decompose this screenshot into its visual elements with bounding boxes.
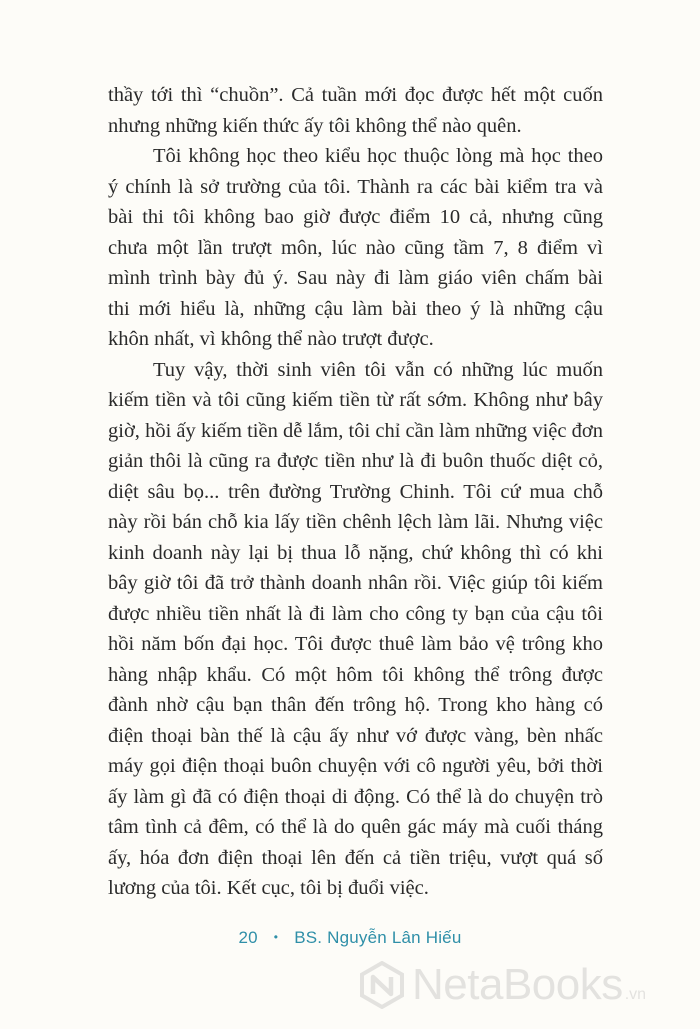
text-line: giờ, hồi ấy kiếm tiền dễ lắm, tôi chỉ cần làm những việc đơn <box>108 419 603 442</box>
text-line: Tuy vậy, thời sinh viên tôi vẫn có những lúc muốn <box>153 358 603 381</box>
text-line: điện thoại bàn thế là cậu ấy như vớ được vàng, bèn nhấc <box>108 724 603 747</box>
text-line: đành nhờ cậu bạn thân đến trông hộ. Trong kho hàng có <box>108 694 603 716</box>
text-line: nhưng những kiến thức ấy tôi không thể nào quên. <box>108 114 522 137</box>
text-line: thầy tới thì “chuồn”. Cả tuần mới đọc được hết một cuốn <box>108 84 603 106</box>
author-name: BS. Nguyễn Lân Hiếu <box>294 928 462 947</box>
text-line: hồi năm bốn đại học. Tôi được thuê làm bảo vệ trông kho <box>108 633 603 655</box>
netabooks-watermark <box>358 950 646 1020</box>
page-number: 20 <box>238 928 258 947</box>
body-text <box>108 80 603 904</box>
netabooks-logo-icon <box>358 961 406 1009</box>
text-line: bài thi tôi không bao giờ được điểm 10 cả, nhưng cũng <box>108 206 603 228</box>
text-line: này rồi bán chỗ kia lấy tiền chênh lệch làm lãi. Nhưng việc <box>108 511 603 533</box>
text-line: bây giờ tôi đã trở thành doanh nhân rồi. Việc giúp tôi kiếm <box>108 572 603 594</box>
watermark-brand: NetaBooks <box>412 960 623 1009</box>
text-line: giản thôi là cũng ra được tiền như là đi buôn thuốc diệt cỏ, <box>108 450 603 472</box>
text-line: diệt sâu bọ... trên đường Trường Chinh. Tôi cứ mua chỗ <box>108 480 603 503</box>
text-line: máy gọi điện thoại buôn chuyện với cô người yêu, bởi thời <box>108 755 603 777</box>
watermark-tld: .vn <box>624 986 647 1003</box>
page-footer <box>0 928 700 948</box>
text-line: ấy làm gì đã có điện thoại di động. Có thể là do chuyện trò <box>108 785 603 808</box>
text-line: chưa một lần trượt môn, lúc nào cũng tầm 7, 8 điểm vì <box>108 236 603 259</box>
text-line: ấy, hóa đơn điện thoại lên đến cả tiền triệu, vượt quá số <box>108 846 603 869</box>
text-line: lương của tôi. Kết cục, tôi bị đuổi việc. <box>108 877 429 899</box>
text-line: mình trình bày đủ ý. Sau này đi làm giáo viên chấm bài <box>108 267 603 289</box>
text-line: kiếm tiền và tôi cũng kiếm tiền từ rất sớm. Không như bây <box>108 389 603 411</box>
text-line: ý chính là sở trường của tôi. Thành ra các bài kiểm tra và <box>108 175 603 198</box>
text-line: tâm tình cả đêm, có thể là do quên gác máy mà cuối tháng <box>108 816 603 838</box>
text-line: Tôi không học theo kiểu học thuộc lòng mà học theo <box>153 145 603 167</box>
text-line: được nhiều tiền nhất là đi làm cho công ty bạn của cậu tôi <box>108 602 603 625</box>
text-line: thi mới hiểu là, những cậu làm bài theo ý là những cậu <box>108 297 603 320</box>
footer-separator: • <box>273 930 279 944</box>
text-line: khôn nhất, vì không thể nào trượt được. <box>108 328 434 350</box>
text-line: hàng nhập khẩu. Có một hôm tôi không thể trông được <box>108 663 603 686</box>
text-line: kinh doanh này lại bị thua lỗ nặng, chứ không thì có khi <box>108 541 603 564</box>
